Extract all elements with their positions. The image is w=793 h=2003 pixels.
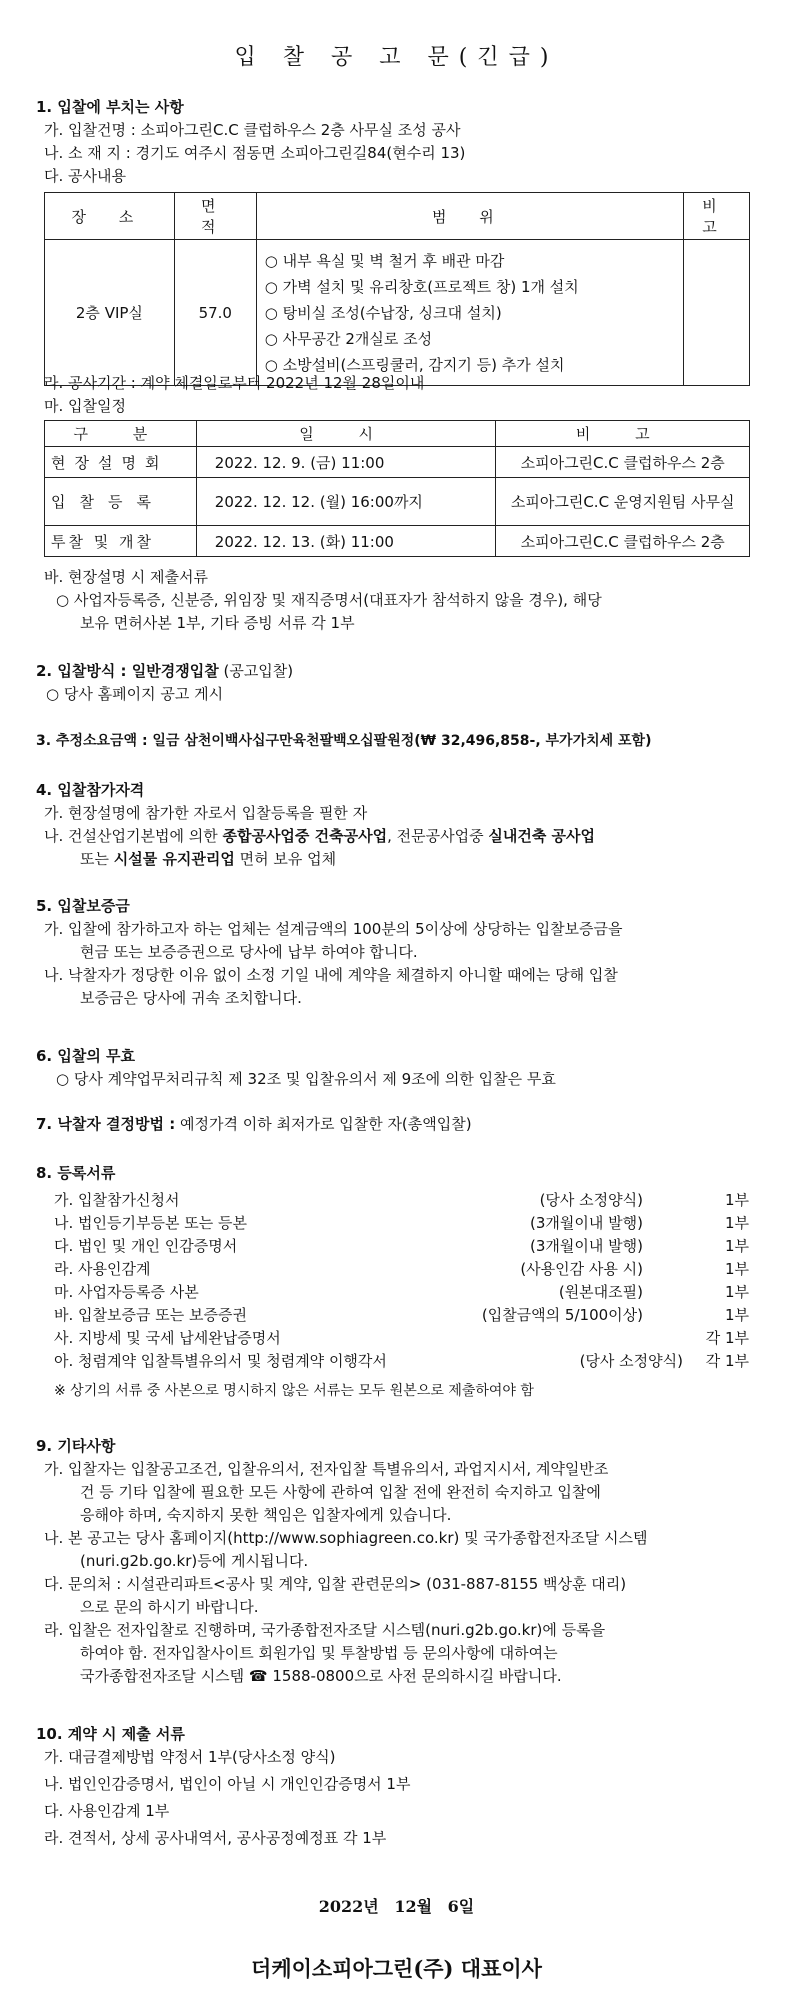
scope-item: ○ 내부 욕실 및 벽 철거 후 배관 마감 (264, 251, 505, 270)
s9-ga-line-3: 응해야 하며, 숙지하지 못한 책임은 입찰자에게 있습니다. (80, 1506, 452, 1524)
s9-da-line-2: 으로 문의 하시기 바랍니다. (80, 1598, 259, 1616)
section-3-heading: 3. 추정소요금액 : 일금 삼천이백사십구만육천팔백오십팔원정(₩ 32,496,858-, 부가가치세 포함) (36, 733, 652, 749)
s9-na-line-2: (nuri.g2b.go.kr)등에 게시됩니다. (80, 1552, 309, 1570)
s1-project-name: 가. 입찰건명 : 소피아그린C.C 클럽하우스 2층 사무실 조성 공사 (44, 121, 461, 139)
s1-docs-label: 바. 현장설명 시 제출서류 (44, 568, 208, 586)
scope-header-area: 면 적 (174, 193, 256, 240)
doc-item-note: (당사 소정양식) (579, 1352, 683, 1370)
doc-item-name: 라. 사용인감계 (54, 1260, 151, 1278)
scope-area: 57.0 (174, 240, 256, 386)
schedule-header-datetime: 일 시 (196, 421, 496, 447)
doc-item-name: 아. 청렴계약 입찰특별유의서 및 청렴계약 이행각서 (54, 1352, 387, 1370)
section-10-heading: 10. 계약 시 제출 서류 (36, 1725, 185, 1743)
schedule-row-label: 투찰 및 개찰 (45, 526, 197, 557)
doc-item-qty: 1부 (724, 1306, 749, 1324)
schedule-header-type: 구 분 (45, 421, 197, 447)
s9-da-line-1: 다. 문의처 : 시설관리파트<공사 및 계약, 입찰 관련문의> (031-887-8155 백상훈 대리) (44, 1575, 627, 1593)
s2-heading-note: (공고입찰) (218, 662, 294, 680)
doc-item-note: (입찰금액의 5/100이상) (481, 1306, 643, 1324)
scope-item: ○ 소방설비(스프링쿨러, 감지기 등) 추가 설치 (264, 355, 565, 374)
doc-item-qty: 1부 (724, 1237, 749, 1255)
s2-heading-text: 2. 입찰방식 : 일반경쟁입찰 (36, 662, 219, 680)
s4-line-na-cont (80, 848, 336, 869)
s4-na-bold-1: 종합공사업중 건축공사업 (222, 827, 388, 845)
s4-line-na (44, 825, 595, 846)
s1-content-label: 다. 공사내용 (44, 167, 126, 185)
schedule-row-place: 소피아그린C.C 클럽하우스 2층 (496, 526, 750, 557)
scope-header-note: 비 고 (684, 193, 750, 240)
scope-item: ○ 탕비실 조성(수납장, 싱크대 설치) (264, 303, 502, 322)
notice-date: 2022년 12월 6일 (318, 1897, 475, 1916)
doc-item-name: 나. 법인등기부등본 또는 등본 (54, 1214, 247, 1232)
scope-header-place: 장 소 (45, 193, 175, 240)
schedule-row-datetime: 2022. 12. 9. (금) 11:00 (196, 447, 496, 478)
doc-item-name: 다. 법인 및 개인 인감증명서 (54, 1237, 238, 1255)
s4-na-cont-pre: 또는 (80, 850, 114, 868)
s9-ra-line-2: 하여야 함. 전자입찰사이트 회원가입 및 투찰방법 등 문의사항에 대하여는 (80, 1644, 558, 1662)
s1-docs-line-1: ○ 사업자등록증, 신분증, 위임장 및 재직증명서(대표자가 참석하지 않을 경우), 해당 (56, 591, 602, 609)
s1-period: 라. 공사기간 : 계약 체결일로부터 2022년 12월 28일이내 (44, 374, 425, 392)
doc-item-note: (3개월이내 발행) (530, 1237, 643, 1255)
s10-line-na: 나. 법인인감증명서, 법인이 아닐 시 개인인감증명서 1부 (44, 1775, 411, 1793)
schedule-row-place: 소피아그린C.C 클럽하우스 2층 (496, 447, 750, 478)
s6-line-1: ○ 당사 계약업무처리규칙 제 32조 및 입찰유의서 제 9조에 의한 입찰은 무효 (56, 1070, 556, 1088)
s2-line-1: ○ 당사 홈페이지 공고 게시 (46, 685, 224, 703)
scope-item: ○ 가벽 설치 및 유리창호(프로젝트 창) 1개 설치 (264, 277, 579, 296)
section-1-heading: 1. 입찰에 부치는 사항 (36, 98, 184, 116)
schedule-row-label: 현장설명회 (45, 447, 197, 478)
section-7-heading (36, 1113, 472, 1134)
s4-na-bold-3: 시설물 유지관리업 (113, 850, 235, 868)
schedule-row-datetime: 2022. 12. 13. (화) 11:00 (196, 526, 496, 557)
s7-text: 예정가격 이하 최저가로 입찰한 자(총액입찰) (175, 1115, 472, 1133)
s4-na-cont-post: 면허 보유 업체 (234, 850, 337, 868)
doc-item-qty: 각 1부 (705, 1352, 749, 1370)
s9-ra-line-3: 국가종합전자조달 시스템 ☎ 1588-0800으로 사전 문의하시길 바랍니다. (80, 1667, 562, 1685)
company-signature: 더케이소피아그린(주) 대표이사 (251, 1956, 542, 1981)
doc-item-note: (3개월이내 발행) (530, 1214, 643, 1232)
section-5-heading: 5. 입찰보증금 (36, 897, 130, 915)
s10-line-da: 다. 사용인감계 1부 (44, 1802, 170, 1820)
doc-item-qty: 1부 (724, 1214, 749, 1232)
s5-na-line-2: 보증금은 당사에 귀속 조치합니다. (80, 989, 302, 1007)
section-9-heading: 9. 기타사항 (36, 1437, 116, 1455)
s4-line-ga: 가. 현장설명에 참가한 자로서 입찰등록을 필한 자 (44, 804, 368, 822)
doc-item-qty: 각 1부 (705, 1329, 749, 1347)
scope-header-range: 범 위 (256, 193, 683, 240)
s7-heading-text: 7. 낙찰자 결정방법 : (36, 1115, 176, 1133)
document-title: 입 찰 공 고 문(긴급) (234, 45, 559, 70)
s4-na-mid: , 전문공사업중 (387, 827, 489, 845)
s5-na-line-1: 나. 낙찰자가 정당한 이유 없이 소정 기일 내에 계약을 체결하지 아니할 때에는 당해 입찰 (44, 966, 618, 984)
schedule-row-datetime: 2022. 12. 12. (월) 16:00까지 (196, 478, 496, 526)
s5-ga-line-2: 현금 또는 보증증권으로 당사에 납부 하여야 합니다. (80, 943, 418, 961)
doc-item-name: 바. 입찰보증금 또는 보증증권 (54, 1306, 247, 1324)
doc-item-qty: 1부 (724, 1283, 749, 1301)
s10-line-ra: 라. 견적서, 상세 공사내역서, 공사공정예정표 각 1부 (44, 1829, 387, 1847)
doc-item-name: 마. 사업자등록증 사본 (54, 1283, 199, 1301)
s9-ga-line-2: 건 등 기타 입찰에 필요한 모든 사항에 관하여 입찰 전에 완전히 숙지하고 입찰에 (80, 1483, 601, 1501)
schedule-row-place: 소피아그린C.C 운영지원팀 사무실 (496, 478, 750, 526)
s1-schedule-label: 마. 입찰일정 (44, 397, 126, 415)
s10-line-ga: 가. 대금결제방법 약정서 1부(당사소정 양식) (44, 1748, 336, 1766)
scope-place: 2층 VIP실 (45, 240, 175, 386)
doc-item-note: (당사 소정양식) (539, 1191, 643, 1209)
scope-table (44, 192, 750, 386)
section-6-heading: 6. 입찰의 무효 (36, 1047, 136, 1065)
s8-footnote: ※ 상기의 서류 중 사본으로 명시하지 않은 서류는 모두 원본으로 제출하여야 함 (54, 1383, 534, 1399)
s1-location: 나. 소 재 지 : 경기도 여주시 점동면 소피아그린길84(현수리 13) (44, 144, 466, 162)
s9-ra-line-1: 라. 입찰은 전자입찰로 진행하며, 국가종합전자조달 시스템(nuri.g2b.go.kr)에 등록을 (44, 1621, 606, 1639)
scope-range-cell (256, 240, 683, 386)
schedule-table (44, 420, 750, 557)
doc-item-note: (원본대조필) (558, 1283, 643, 1301)
section-8-heading: 8. 등록서류 (36, 1164, 116, 1182)
s4-na-bold-2: 실내건축 공사업 (488, 827, 595, 845)
doc-item-name: 가. 입찰참가신청서 (54, 1191, 180, 1209)
scope-item: ○ 사무공간 2개실로 조성 (264, 329, 433, 348)
section-4-heading: 4. 입찰참가자격 (36, 781, 145, 799)
s4-na-pre: 나. 건설산업기본법에 의한 (44, 827, 223, 845)
s5-ga-line-1: 가. 입찰에 참가하고자 하는 업체는 설계금액의 100분의 5이상에 상당하는 입찰보증금을 (44, 920, 623, 938)
schedule-row-label: 입찰등록 (45, 478, 197, 526)
s9-ga-line-1: 가. 입찰자는 입찰공고조건, 입찰유의서, 전자입찰 특별유의서, 과업지시서, 계약일반조 (44, 1460, 609, 1478)
doc-item-name: 사. 지방세 및 국세 납세완납증명서 (54, 1329, 281, 1347)
s1-docs-line-2: 보유 면허사본 1부, 기타 증빙 서류 각 1부 (80, 614, 355, 632)
section-2-heading (36, 660, 293, 681)
doc-item-qty: 1부 (724, 1260, 749, 1278)
s9-na-line-1: 나. 본 공고는 당사 홈페이지(http://www.sophiagreen.co.kr) 및 국가종합전자조달 시스템 (44, 1529, 648, 1547)
doc-item-qty: 1부 (724, 1191, 749, 1209)
scope-note (684, 240, 750, 386)
doc-item-note: (사용인감 사용 시) (520, 1260, 643, 1278)
schedule-header-note: 비 고 (496, 421, 750, 447)
